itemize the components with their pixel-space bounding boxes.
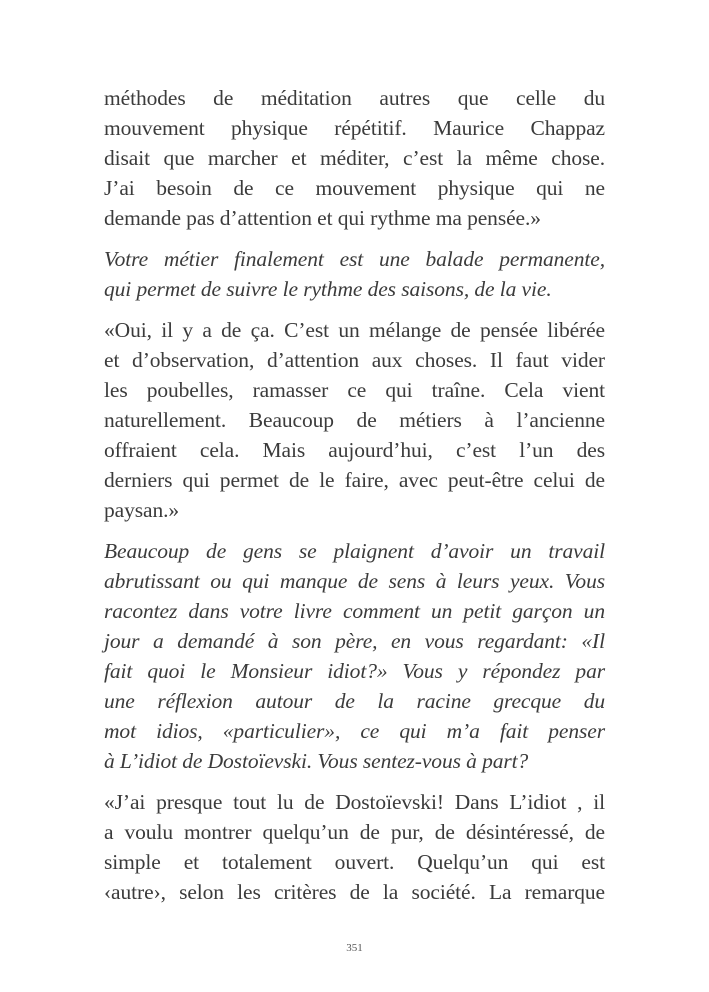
text-line: à L’idiot de Dostoïevski. Vous sentez-vous à part?	[104, 749, 529, 773]
text-line: abrutissant ou qui manque de sens à leurs yeux. Vous	[104, 569, 605, 593]
text-line: une réflexion autour de la racine grecque du	[104, 689, 605, 713]
page-body	[104, 83, 605, 918]
text-line: mot idios, «particulier», ce qui m’a fait penser	[104, 719, 605, 743]
text-line: paysan.»	[104, 498, 180, 522]
answer-paragraph-3	[104, 787, 605, 907]
text-line: a voulu montrer quelqu’un de pur, de désintéressé, de	[104, 820, 605, 844]
text-line: J’ai besoin de ce mouvement physique qui ne	[104, 176, 605, 200]
question-paragraph-1	[104, 244, 605, 304]
text-line: les poubelles, ramasser ce qui traîne. Cela vient	[104, 378, 605, 402]
text-line: racontez dans votre livre comment un petit garçon un	[104, 599, 605, 623]
text-line: «J’ai presque tout lu de Dostoïevski! Dans L’idiot , il	[104, 790, 605, 814]
text-line: et d’observation, d’attention aux choses. Il faut vider	[104, 348, 605, 372]
text-line: disait que marcher et méditer, c’est la même chose.	[104, 146, 605, 170]
answer-paragraph-2	[104, 315, 605, 525]
text-line: naturellement. Beaucoup de métiers à l’ancienne	[104, 408, 605, 432]
text-line: fait quoi le Monsieur idiot?» Vous y répondez par	[104, 659, 605, 683]
text-line: demande pas d’attention et qui rythme ma pensée.»	[104, 206, 541, 230]
text-line: offraient cela. Mais aujourd’hui, c’est l’un des	[104, 438, 605, 462]
text-line: «Oui, il y a de ça. C’est un mélange de pensée libérée	[104, 318, 605, 342]
text-line: ‹autre›, selon les critères de la société. La remarque	[104, 880, 605, 904]
question-paragraph-2	[104, 536, 605, 776]
text-line: Votre métier finalement est une balade permanente,	[104, 247, 605, 271]
page-number: 351	[346, 942, 363, 954]
text-line: derniers qui permet de le faire, avec peut-être celui de	[104, 468, 605, 492]
text-line: Beaucoup de gens se plaignent d’avoir un travail	[104, 539, 605, 563]
text-line: qui permet de suivre le rythme des saisons, de la vie.	[104, 277, 552, 301]
text-line: jour a demandé à son père, en vous regardant: «Il	[104, 629, 605, 653]
text-line: méthodes de méditation autres que celle du	[104, 86, 605, 110]
text-line: mouvement physique répétitif. Maurice Chappaz	[104, 116, 605, 140]
answer-paragraph-1	[104, 83, 605, 233]
text-line: simple et totalement ouvert. Quelqu’un qui est	[104, 850, 605, 874]
